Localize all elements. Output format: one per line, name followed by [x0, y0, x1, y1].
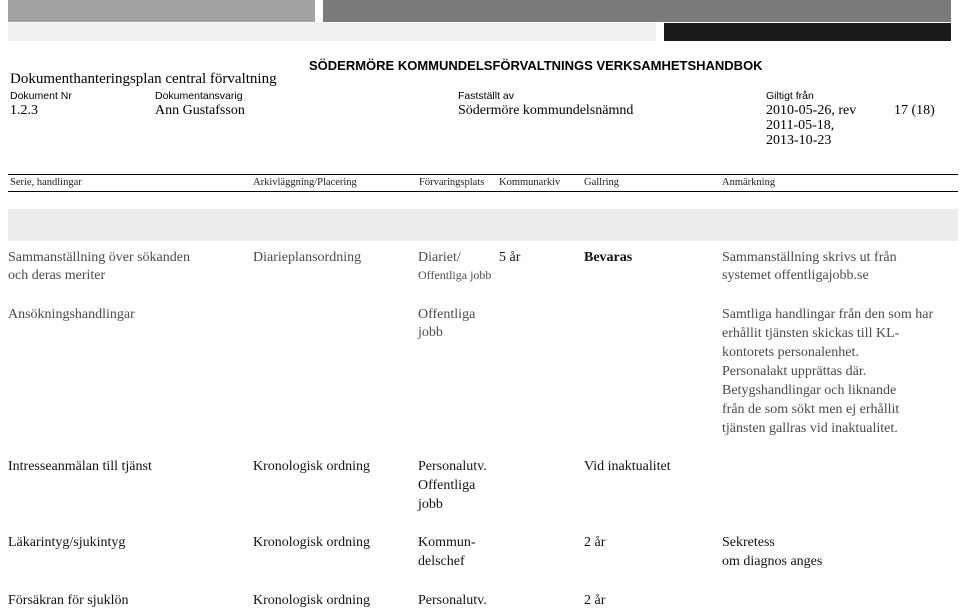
label-doc-nr: Dokument Nr — [10, 90, 72, 102]
row1-gallring: Bevaras — [584, 250, 633, 265]
header-bar-lower-right — [664, 23, 951, 41]
row3-forvaring-line3: jobb — [418, 497, 443, 512]
row1-serie-line2: och deras meriter — [8, 268, 106, 283]
value-responsible: Ann Gustafsson — [155, 103, 245, 118]
row3-forvaring-line1: Personalutv. — [418, 459, 487, 474]
document-title: Dokumenthanteringsplan central förvaltning — [10, 71, 277, 87]
row1-placering: Diarieplansordning — [253, 250, 362, 265]
row5-serie: Försäkran för sjuklön — [8, 593, 129, 608]
row2-anmarkning-line4: Personalakt upprättas där. — [722, 364, 867, 379]
row2-anmarkning-line5: Betygshandlingar och liknande — [722, 383, 897, 398]
column-header-forvaringsplats: Förvaringsplats — [419, 177, 485, 188]
value-valid-from-1: 2010-05-26, rev — [766, 103, 857, 118]
table-top-rule — [8, 174, 958, 175]
row1-forvaring-line1: Diariet/ — [418, 250, 461, 265]
row2-anmarkning-line3: kontorets personalenhet. — [722, 345, 859, 360]
row5-kommunarkiv: 2 år — [584, 593, 606, 608]
column-header-kommunarkiv: Kommunarkiv — [499, 177, 561, 188]
column-header-gallring: Gallring — [584, 177, 619, 188]
table-band — [8, 209, 958, 241]
row4-serie: Läkarintyg/sjukintyg — [8, 535, 126, 550]
row4-forvaring-line2: delschef — [418, 554, 465, 569]
row3-kommunarkiv: Vid inaktualitet — [584, 459, 671, 474]
value-doc-nr: 1.2.3 — [10, 103, 38, 118]
row2-forvaring-line1: Offentliga — [418, 307, 476, 322]
value-page-number: 17 (18) — [894, 103, 935, 118]
handbook-title: SÖDERMÖRE KOMMUNDELSFÖRVALTNINGS VERKSAMHETSHANDBOK — [309, 58, 763, 73]
value-approved-by: Södermöre kommundelsnämnd — [458, 103, 634, 118]
column-header-serie: Serie, handlingar — [10, 177, 82, 188]
row2-anmarkning-line6: från de som sökt men ej erhållit — [722, 402, 900, 417]
row1-serie-line1: Sammanställning över sökanden — [8, 250, 190, 265]
row3-serie: Intresseanmälan till tjänst — [8, 459, 152, 474]
row2-anmarkning-line1: Samtliga handlingar från den som har — [722, 307, 934, 322]
row3-placering: Kronologisk ordning — [253, 459, 371, 474]
row1-forvaring-line2: Offentliga jobb — [418, 268, 492, 282]
table-header-rule — [8, 191, 958, 192]
row1-anmarkning-line2: systemet offentligajobb.se — [722, 268, 869, 283]
column-header-placering: Arkivläggning/Placering — [253, 177, 357, 188]
label-responsible: Dokumentansvarig — [155, 90, 243, 102]
label-valid-from: Giltigt från — [766, 90, 814, 102]
row2-serie: Ansökningshandlingar — [8, 307, 135, 322]
row4-anmarkning-line1: Sekretess — [722, 535, 775, 550]
header-bar-right — [323, 0, 951, 22]
row2-anmarkning-line7: tjänsten gallras vid inaktualitet. — [722, 421, 898, 436]
column-header-anmarkning: Anmärkning — [722, 177, 776, 188]
row2-anmarkning-line2: erhållit tjänsten skickas till KL- — [722, 326, 900, 341]
header-bar-lower-left — [8, 23, 656, 41]
row2-forvaring-line2: jobb — [418, 325, 443, 340]
row5-forvaring: Personalutv. — [418, 593, 487, 608]
row4-kommunarkiv: 2 år — [584, 535, 606, 550]
row4-forvaring-line1: Kommun- — [418, 535, 476, 550]
label-approved-by: Fastställt av — [458, 90, 515, 102]
value-valid-from-3: 2013-10-23 — [766, 133, 832, 148]
row4-anmarkning-line2: om diagnos anges — [722, 554, 823, 569]
row5-placering: Kronologisk ordning — [253, 593, 371, 608]
row1-kommunarkiv: 5 år — [499, 250, 521, 265]
header-bar-left — [8, 0, 315, 22]
row4-placering: Kronologisk ordning — [253, 535, 371, 550]
value-valid-from-2: 2011-05-18, — [766, 118, 835, 133]
row3-forvaring-line2: Offentliga — [418, 478, 476, 493]
row1-anmarkning-line1: Sammanställning skrivs ut från — [722, 250, 897, 265]
